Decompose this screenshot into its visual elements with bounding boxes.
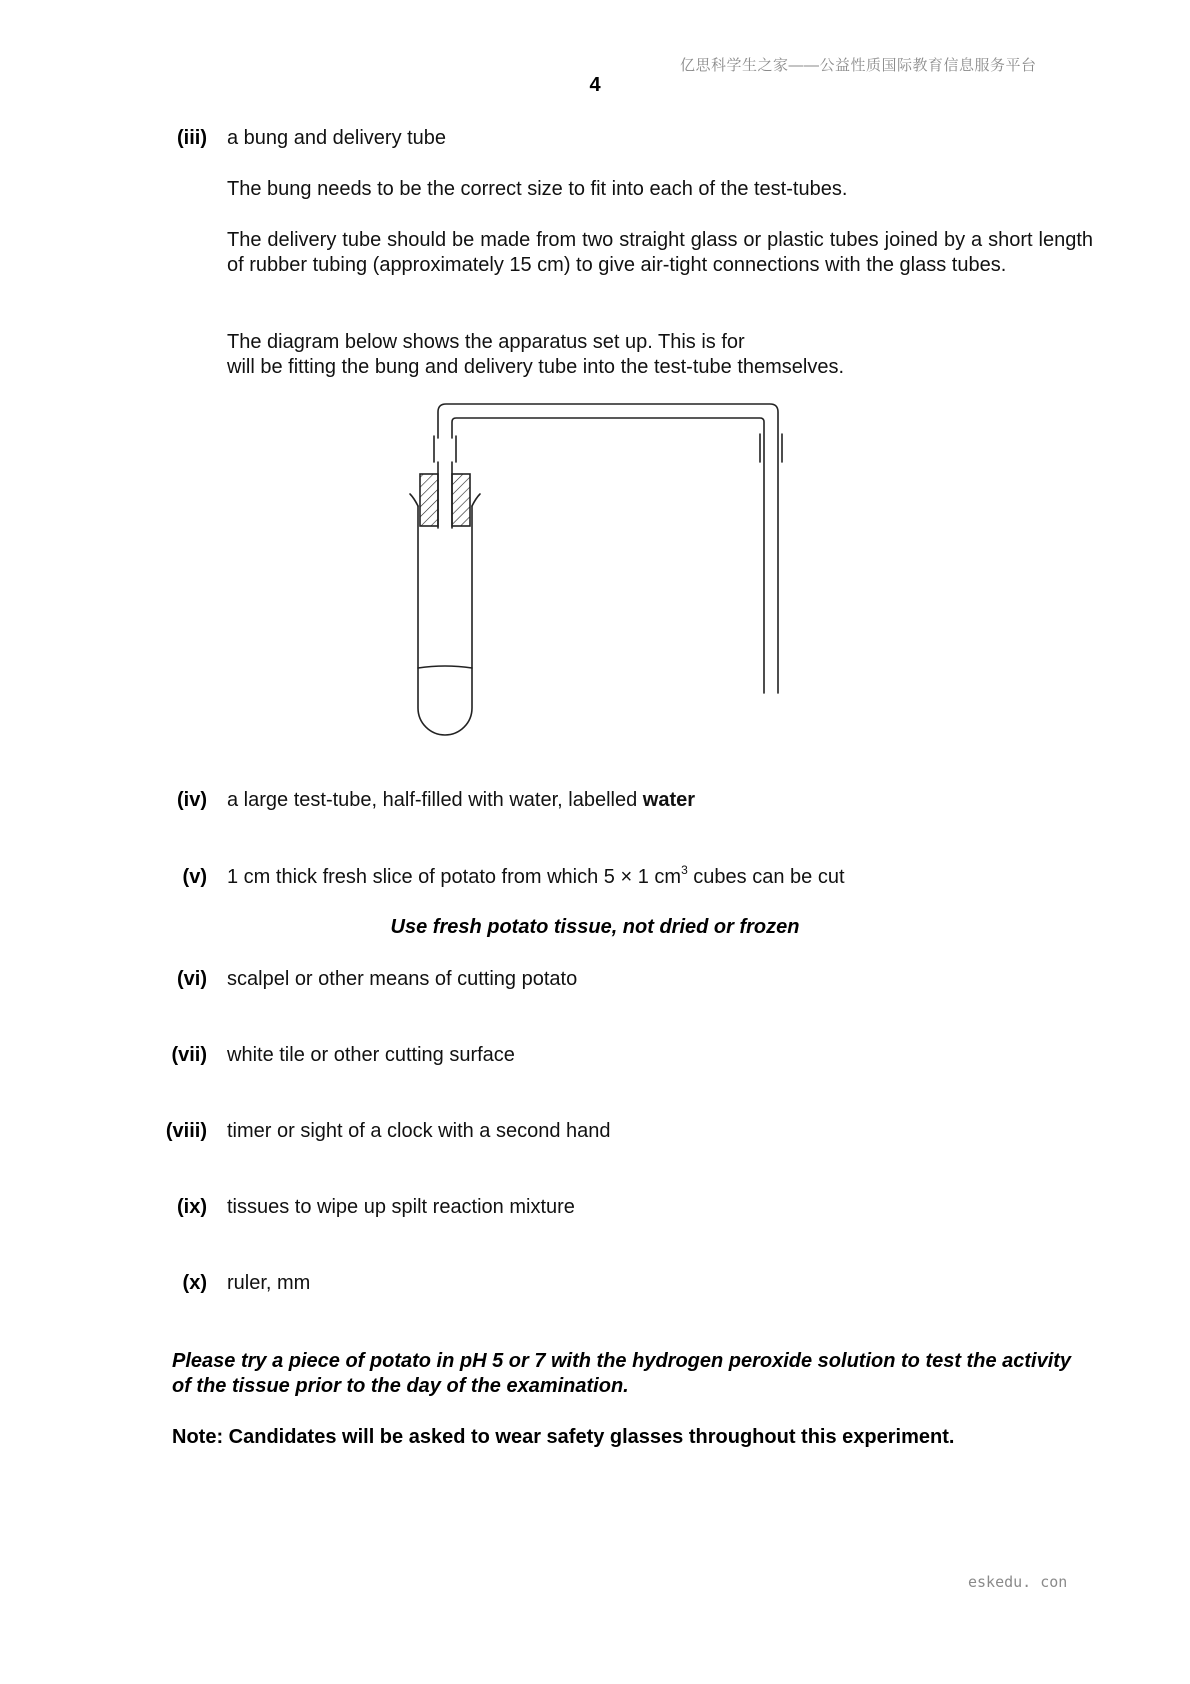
bung-left (420, 474, 438, 526)
item-number: (x) (182, 1272, 207, 1294)
footer-site: eskedu. con (968, 1573, 1068, 1591)
item-number: (vii) (171, 1044, 207, 1066)
item-text: tissues to wipe up spilt reaction mixture (227, 1196, 575, 1218)
potato-test-note: Please try a piece of potato in pH 5 or 7 with the hydrogen peroxide solution to test the activity of the tissue prior to the day of the examination. (172, 1350, 1072, 1397)
diagram-intro-line-2: will be fitting the bung and delivery tube into the test-tube themselves. (227, 356, 845, 378)
fresh-potato-note: Use fresh potato tissue, not dried or frozen (390, 916, 800, 938)
item-text: ruler, mm (227, 1272, 311, 1294)
item-number: (vi) (177, 968, 207, 990)
item-text: white tile or other cutting surface (227, 1044, 515, 1066)
rubber-joint-left (434, 436, 456, 462)
delivery-tube-inner (452, 418, 764, 693)
item-number: (ix) (177, 1196, 207, 1218)
water-label: water (642, 789, 696, 811)
item-text: a bung and delivery tube (227, 127, 447, 149)
liquid-level (418, 666, 472, 668)
item-number: (viii) (165, 1120, 207, 1142)
item-text: 1 cm thick fresh slice of potato from which 5 × 1 $cm^3$ cubes can be cut (227, 863, 845, 888)
item-number: (iii) (177, 127, 207, 149)
bung-right (452, 474, 470, 526)
item-text: timer or sight of a clock with a second hand (227, 1120, 611, 1142)
item-text: a large test-tube, half-filled with water, labelled water (227, 789, 696, 811)
delivery-tube-paragraph: The delivery tube should be made from two straight glass or plastic tubes joined by a short length of rubber tubing (approximately 15 cm) to give air-tight connections with the glass tubes. (227, 229, 1093, 276)
bung-paragraph: The bung needs to be the correct size to fit into each of the test-tubes. (227, 178, 848, 200)
header-site-name: 亿思科学生之家——公益性质国际教育信息服务平台 (680, 57, 1037, 74)
apparatus-diagram (400, 398, 800, 743)
superscript-3: 3 (681, 863, 688, 877)
page-number: 4 (589, 74, 601, 96)
item-number: (v) (182, 866, 207, 888)
diagram-intro-line-1: The diagram below shows the apparatus set up. This is for (227, 331, 745, 353)
delivery-tube-outer (438, 404, 778, 693)
test-tube (418, 506, 472, 735)
item-text: scalpel or other means of cutting potato (227, 968, 578, 990)
item-number: (iv) (177, 789, 207, 811)
safety-note: Note: Candidates will be asked to wear safety glasses throughout this experiment. (172, 1426, 955, 1448)
